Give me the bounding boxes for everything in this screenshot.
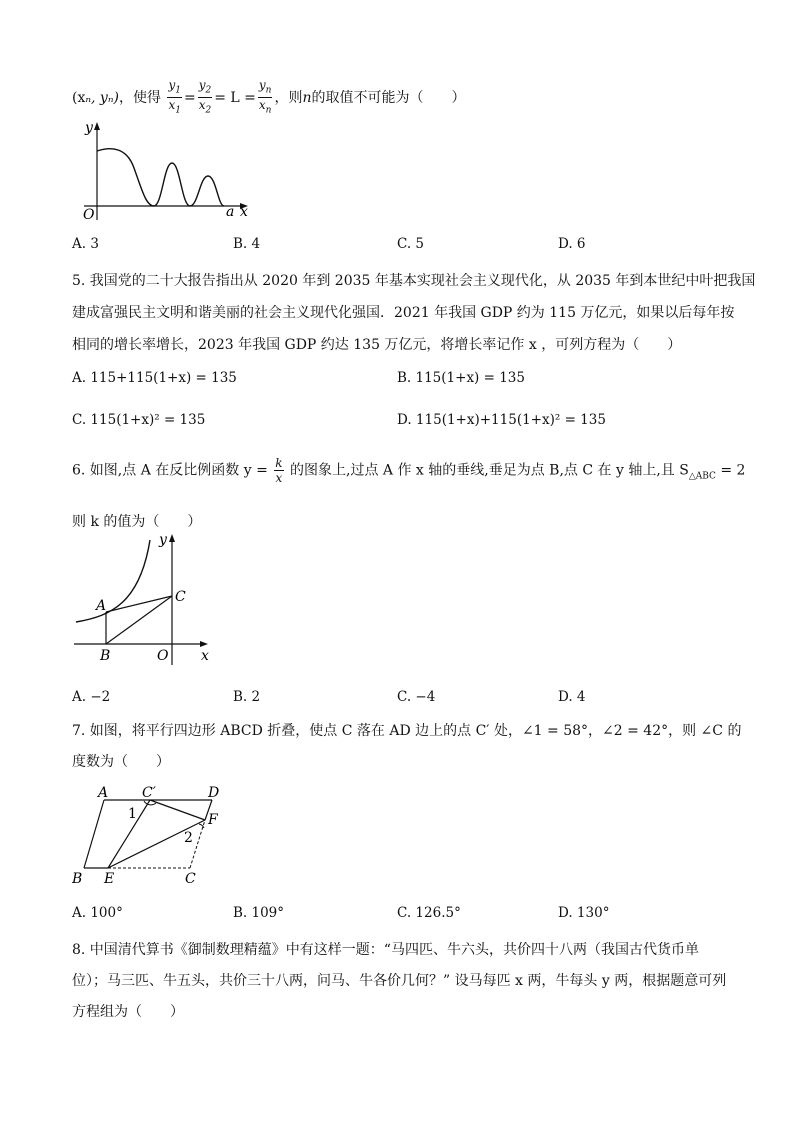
q6-segment-bc [106, 596, 172, 644]
q4-label-y: y [85, 120, 93, 136]
q7-segment-c1f [150, 800, 205, 820]
q4-frac-2: $\frac{y_2}{x_2}$ [198, 78, 212, 116]
q6-line-1-b: 的图象上,过点 A 作 x 轴的垂线,垂足为点 B,点 C 在 y 轴上,且 S [290, 462, 689, 479]
q4-option-c[interactable]: C. 5 [397, 236, 425, 252]
q7-option-b[interactable]: B. 109° [233, 905, 285, 921]
q6-option-a[interactable]: A. −2 [72, 689, 111, 705]
q7-option-d[interactable]: D. 130° [558, 905, 610, 921]
q8-line-2: 位）；马三匹、牛五头，共价三十八两，问马、牛各价几何？” 设马每匹 x 两，牛每头 y 两，根据题意可列 [72, 973, 727, 989]
q7-label-c: C [185, 871, 196, 887]
q6-label-o: O [157, 648, 169, 664]
q4-curve [97, 149, 224, 206]
q6-line-1-sub: △ABC [688, 471, 716, 482]
q6-line-1-a: 6. 如图,点 A 在反比例函数 y = [72, 462, 268, 479]
q7-label-2: 2 [184, 830, 193, 846]
q7-figure [72, 780, 232, 890]
q6-line-2: 则 k 的值为（ ） [72, 514, 202, 530]
q6-label-y: y [159, 532, 167, 548]
q7-option-c[interactable]: C. 126.5° [397, 905, 461, 921]
q4-label-a: a [226, 204, 235, 220]
q4-label-o: O [83, 207, 95, 223]
q6-option-c[interactable]: C. −4 [397, 689, 436, 705]
q4-frac-n: $\frac{y_n}{x_n}$ [258, 78, 272, 116]
q7-side-ab [84, 800, 104, 868]
q6-y-arrow [169, 534, 175, 542]
q4-frac-1: $\frac{y_1}{x_1}$ [168, 78, 181, 116]
q5-option-d[interactable]: D. 115(1+x)+115(1+x)² = 135 [397, 412, 606, 428]
q5-option-c[interactable]: C. 115(1+x)² = 135 [72, 412, 206, 428]
q6-frac-k: k [275, 456, 283, 470]
q7-label-1: 1 [128, 806, 137, 822]
q6-x-arrow [200, 641, 208, 647]
q6-label-x: x [201, 648, 209, 664]
q7-label-e: E [104, 871, 115, 887]
q5-option-a[interactable]: A. 115+115(1+x) = 135 [72, 370, 237, 386]
q7-option-a[interactable]: A. 100° [72, 905, 123, 921]
q6-figure [72, 530, 222, 670]
q4-stem-suffix: ，则 [274, 89, 303, 106]
q7-label-b: B [72, 871, 83, 887]
q4-y-arrow [94, 122, 100, 130]
q4-label-x: x [240, 204, 248, 220]
q4-option-a[interactable]: A. 3 [72, 236, 99, 252]
q4-stem-prefix: (x [72, 89, 86, 106]
q6-label-a: A [96, 598, 107, 614]
q4-stem-n: n [302, 89, 312, 106]
q7-label-f: F [208, 812, 218, 828]
q4-stem-eq: = L = [214, 89, 256, 106]
q4-option-b[interactable]: B. 4 [233, 236, 261, 252]
q6-option-b[interactable]: B. 2 [233, 689, 261, 705]
q6-frac-x: x [275, 471, 283, 485]
q4-stem-tail: 的取值不可能为（ ） [311, 89, 466, 106]
q7-line-1: 7. 如图，将平行四边形 ABCD 折叠，使点 C 落在 AD 边上的点 C′ 处，∠1 = 58°，∠2 = 42°，则 ∠C 的 [72, 723, 742, 739]
q4-option-d[interactable]: D. 6 [558, 236, 586, 252]
q6-segment-ac [106, 596, 172, 612]
q5-line-1: 5. 我国党的二十大报告指出从 2020 年到 2035 年基本实现社会主义现代化，从 2035 年到本世纪中叶把我国 [72, 273, 756, 289]
q6-option-d[interactable]: D. 4 [558, 689, 586, 705]
q7-label-c1: C′ [142, 785, 156, 801]
q6-label-b: B [100, 648, 111, 664]
q6-label-c: C [175, 589, 186, 605]
q8-line-3: 方程组为（ ） [72, 1004, 184, 1020]
q8-line-1: 8. 中国清代算书《御制数理精蕴》中有这样一题：“马四匹、牛六头，共价四十八两（我国古代货币单 [72, 942, 699, 958]
q7-label-a: A [98, 785, 109, 801]
q5-option-b[interactable]: B. 115(1+x) = 135 [397, 370, 525, 386]
q6-frac [274, 456, 283, 485]
q4-stem-vars: ₙ, yₙ) [85, 89, 119, 106]
q7-line-2: 度数为（ ） [72, 754, 170, 770]
q5-line-2: 建成富强民主文明和谐美丽的社会主义现代化强国．2021 年我国 GDP 约为 115 万亿元，如果以后每年按 [72, 305, 735, 321]
q6-line-1 [72, 456, 745, 485]
q4-stem: (xₙ, yₙ)，使得 $\frac{y_1}{x_1}$ = $\frac{y_2}{x_2}$ = L = $\frac{y_n}{x_n}$ ，则n的取值不可能为（ ） [72, 78, 466, 116]
q5-line-3: 相同的增长率增长，2023 年我国 GDP 约达 135 万亿元，将增长率记作 x ，可列方程为（ ） [72, 337, 682, 353]
q7-label-d: D [208, 785, 220, 801]
q4-figure [72, 118, 262, 224]
q4-stem-mid: ，使得 [118, 89, 161, 106]
q6-line-1-c: = 2 [715, 462, 746, 479]
